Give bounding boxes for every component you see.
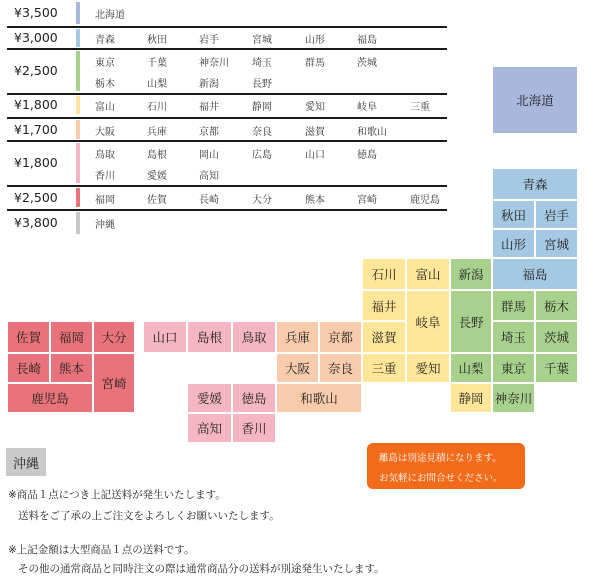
table-prefecture: 秋田 [147, 35, 167, 46]
map-label: 長崎 [15, 361, 41, 376]
table-prefecture: 長野 [252, 79, 272, 90]
map-label: 福岡 [58, 330, 84, 345]
map-chiba [535, 353, 578, 383]
remote-island-notice [367, 443, 525, 489]
table-prefecture: 千葉 [147, 58, 167, 69]
map-kanagawa [492, 383, 535, 413]
price-label: ¥1,700 [14, 121, 58, 137]
map-label: 岩手 [543, 207, 569, 223]
map-gunma [492, 290, 535, 321]
table-prefecture: 埼玉 [252, 58, 272, 69]
price-label: ¥2,500 [14, 189, 58, 205]
table-prefecture: 沖縄 [95, 220, 115, 231]
map-label: 神奈川 [494, 391, 533, 406]
note-line-4: その他の通常商品と同時注文の際は通常商品分の送料が別途発生いたします。 [18, 563, 385, 575]
map-label: 静岡 [458, 391, 484, 406]
map-label: 岐阜 [415, 314, 441, 330]
table-prefecture: 和歌山 [357, 126, 387, 138]
map-yamaguchi [143, 321, 187, 353]
map-fukuoka [50, 321, 93, 353]
map-label: 秋田 [500, 207, 526, 223]
map-gifu [406, 290, 450, 353]
table-prefecture: 熊本 [305, 194, 325, 206]
map-label: 山形 [500, 236, 526, 252]
map-okinawa: 沖縄 [5, 447, 47, 477]
region-color-bar [76, 29, 80, 47]
map-label: 兵庫 [284, 330, 310, 345]
map-label: 栃木 [543, 298, 569, 314]
table-prefecture: 茨城 [357, 58, 377, 69]
map-iwate [535, 200, 578, 229]
map-yamagata [492, 229, 535, 258]
map-label: 鹿児島 [31, 391, 69, 406]
table-prefecture: 香川 [95, 171, 115, 182]
map-label: 群馬 [500, 298, 526, 314]
map-kagawa [232, 413, 276, 443]
map-label: 大分 [101, 330, 127, 345]
map-label: 茨城 [543, 330, 569, 345]
map-shiga [362, 321, 406, 353]
map-aomori [492, 168, 578, 200]
table-prefecture: 北海道 [95, 10, 125, 21]
table-prefecture: 長崎 [199, 194, 219, 206]
map-label: 大阪 [284, 361, 310, 376]
map-label: 埼玉 [500, 330, 526, 345]
price-label: ¥1,800 [14, 97, 58, 112]
map-kochi [187, 413, 232, 443]
table-prefecture: 広島 [252, 150, 272, 161]
map-nagasaki [7, 353, 50, 383]
map-niigata [450, 258, 492, 290]
map-saga [7, 321, 50, 353]
table-prefecture: 高知 [199, 171, 219, 182]
price-label: ¥3,500 [14, 5, 58, 20]
note-line-3: ※上記金額は大型商品１点の送料です。 [8, 544, 195, 556]
map-tochigi [535, 290, 578, 321]
map-label: 島根 [196, 330, 222, 345]
map-label: 福井 [371, 298, 397, 314]
table-prefecture: 群馬 [305, 58, 325, 69]
table-prefecture: 神奈川 [199, 58, 229, 69]
table-divider [7, 48, 447, 50]
table-prefecture: 福島 [357, 35, 377, 46]
table-prefecture: 大阪 [95, 126, 115, 138]
map-label: 鳥取 [241, 330, 267, 345]
table-prefecture: 佐賀 [147, 194, 167, 206]
region-color-bar [76, 188, 80, 207]
map-label: 愛知 [415, 361, 441, 376]
map-label: 京都 [327, 330, 353, 345]
map-label: 佐賀 [15, 330, 41, 345]
map-label: 奈良 [327, 361, 353, 376]
table-prefecture: 愛媛 [147, 171, 167, 182]
map-label: 高知 [196, 421, 222, 436]
map-osaka [276, 353, 319, 383]
map-yamanashi [450, 353, 492, 383]
map-label: 徳島 [241, 391, 267, 406]
map-kyoto [319, 321, 362, 353]
table-prefecture: 鹿児島 [410, 194, 440, 206]
region-color-bar [76, 51, 80, 91]
price-label: ¥1,800 [14, 155, 58, 170]
map-label: 福島 [522, 267, 548, 282]
notice-line-1: 離島は別途見積になります。 [379, 453, 502, 464]
price-label: ¥2,500 [14, 63, 58, 78]
table-prefecture: 静岡 [252, 102, 272, 113]
map-saitama [492, 321, 535, 353]
table-prefecture: 福井 [199, 102, 219, 113]
map-nara [319, 353, 362, 383]
table-prefecture: 東京 [95, 58, 115, 69]
map-label: 宮城 [543, 236, 569, 252]
map-label: 愛媛 [196, 391, 222, 406]
table-prefecture: 福岡 [95, 194, 115, 206]
map-ibaraki [535, 321, 578, 353]
map-shizuoka [450, 383, 492, 413]
map-label: 千葉 [543, 361, 569, 376]
map-label: 新潟 [458, 267, 484, 282]
region-color-bar [76, 143, 80, 183]
table-prefecture: 岩手 [199, 35, 219, 46]
table-prefecture: 宮城 [252, 35, 272, 46]
table-prefecture: 山梨 [147, 79, 167, 90]
map-mie [362, 353, 406, 383]
table-prefecture: 鳥取 [95, 150, 115, 161]
map-label: 熊本 [58, 361, 84, 376]
table-divider [7, 185, 447, 187]
table-prefecture: 滋賀 [305, 126, 325, 138]
map-aichi [406, 353, 450, 383]
table-prefecture: 岐阜 [357, 102, 377, 113]
map-ishikawa [362, 258, 406, 290]
price-label: ¥3,800 [14, 215, 58, 230]
table-prefecture: 富山 [95, 102, 115, 113]
map-label: 富山 [415, 267, 441, 282]
table-prefecture: 石川 [147, 102, 167, 113]
region-color-bar [76, 120, 80, 139]
map-miyagi [535, 229, 578, 258]
map-label: 北海道 [516, 93, 554, 108]
map-label: 和歌山 [300, 391, 338, 406]
map-label: 青森 [522, 177, 548, 192]
map-label: 長野 [458, 314, 484, 330]
map-hokkaido [492, 66, 578, 134]
table-prefecture: 徳島 [357, 150, 377, 161]
region-color-bar [76, 96, 80, 114]
table-prefecture: 栃木 [95, 79, 115, 90]
price-label: ¥3,000 [14, 30, 58, 45]
table-prefecture: 奈良 [252, 126, 272, 138]
table-prefecture: 山形 [305, 35, 325, 46]
table-prefecture: 大分 [252, 194, 272, 206]
region-color-bar [76, 2, 80, 24]
table-divider [7, 140, 447, 142]
map-label: 三重 [371, 361, 397, 376]
table-prefecture: 兵庫 [147, 126, 167, 138]
table-prefecture: 愛知 [305, 102, 325, 113]
map-fukui [362, 290, 406, 321]
table-prefecture: 三重 [410, 102, 430, 113]
map-label: 香川 [241, 421, 267, 436]
table-divider [7, 26, 447, 28]
map-toyama [406, 258, 450, 290]
table-prefecture: 新潟 [199, 79, 219, 90]
map-label: 山口 [152, 330, 178, 345]
note-line-1: ※商品１点につき上記送料が発生いたします。 [8, 489, 226, 501]
map-tottori [232, 321, 276, 353]
map-kagoshima [7, 383, 93, 413]
region-color-bar [76, 212, 80, 234]
map-ehime [187, 383, 232, 413]
table-divider [7, 93, 447, 95]
table-prefecture: 山口 [305, 150, 325, 161]
table-prefecture: 青森 [95, 35, 115, 46]
map-nagano [450, 290, 492, 353]
table-prefecture: 島根 [147, 150, 167, 161]
map-label: 石川 [371, 267, 397, 282]
table-divider [7, 117, 447, 119]
map-hyogo [276, 321, 319, 353]
table-prefecture: 岡山 [199, 150, 219, 161]
table-prefecture: 京都 [199, 126, 219, 138]
map-label: 滋賀 [371, 330, 397, 345]
map-kumamoto [50, 353, 93, 383]
map-tokushima [232, 383, 276, 413]
note-line-2: 送料をご了承の上ご注文をよろしくお願いいたします。 [18, 510, 280, 522]
map-shimane [187, 321, 232, 353]
map-label: 山梨 [458, 361, 484, 376]
map-tokyo [492, 353, 535, 383]
map-fukushima [492, 258, 578, 290]
map-akita [492, 200, 535, 229]
table-prefecture: 宮崎 [357, 194, 377, 206]
table-divider [7, 209, 447, 211]
notice-line-2: お気軽にお問合せください。 [379, 473, 503, 484]
map-oita [93, 321, 135, 353]
map-wakayama [276, 383, 362, 413]
map-label: 宮崎 [101, 376, 127, 391]
map-miyazaki [93, 353, 135, 413]
map-label: 東京 [500, 361, 526, 376]
